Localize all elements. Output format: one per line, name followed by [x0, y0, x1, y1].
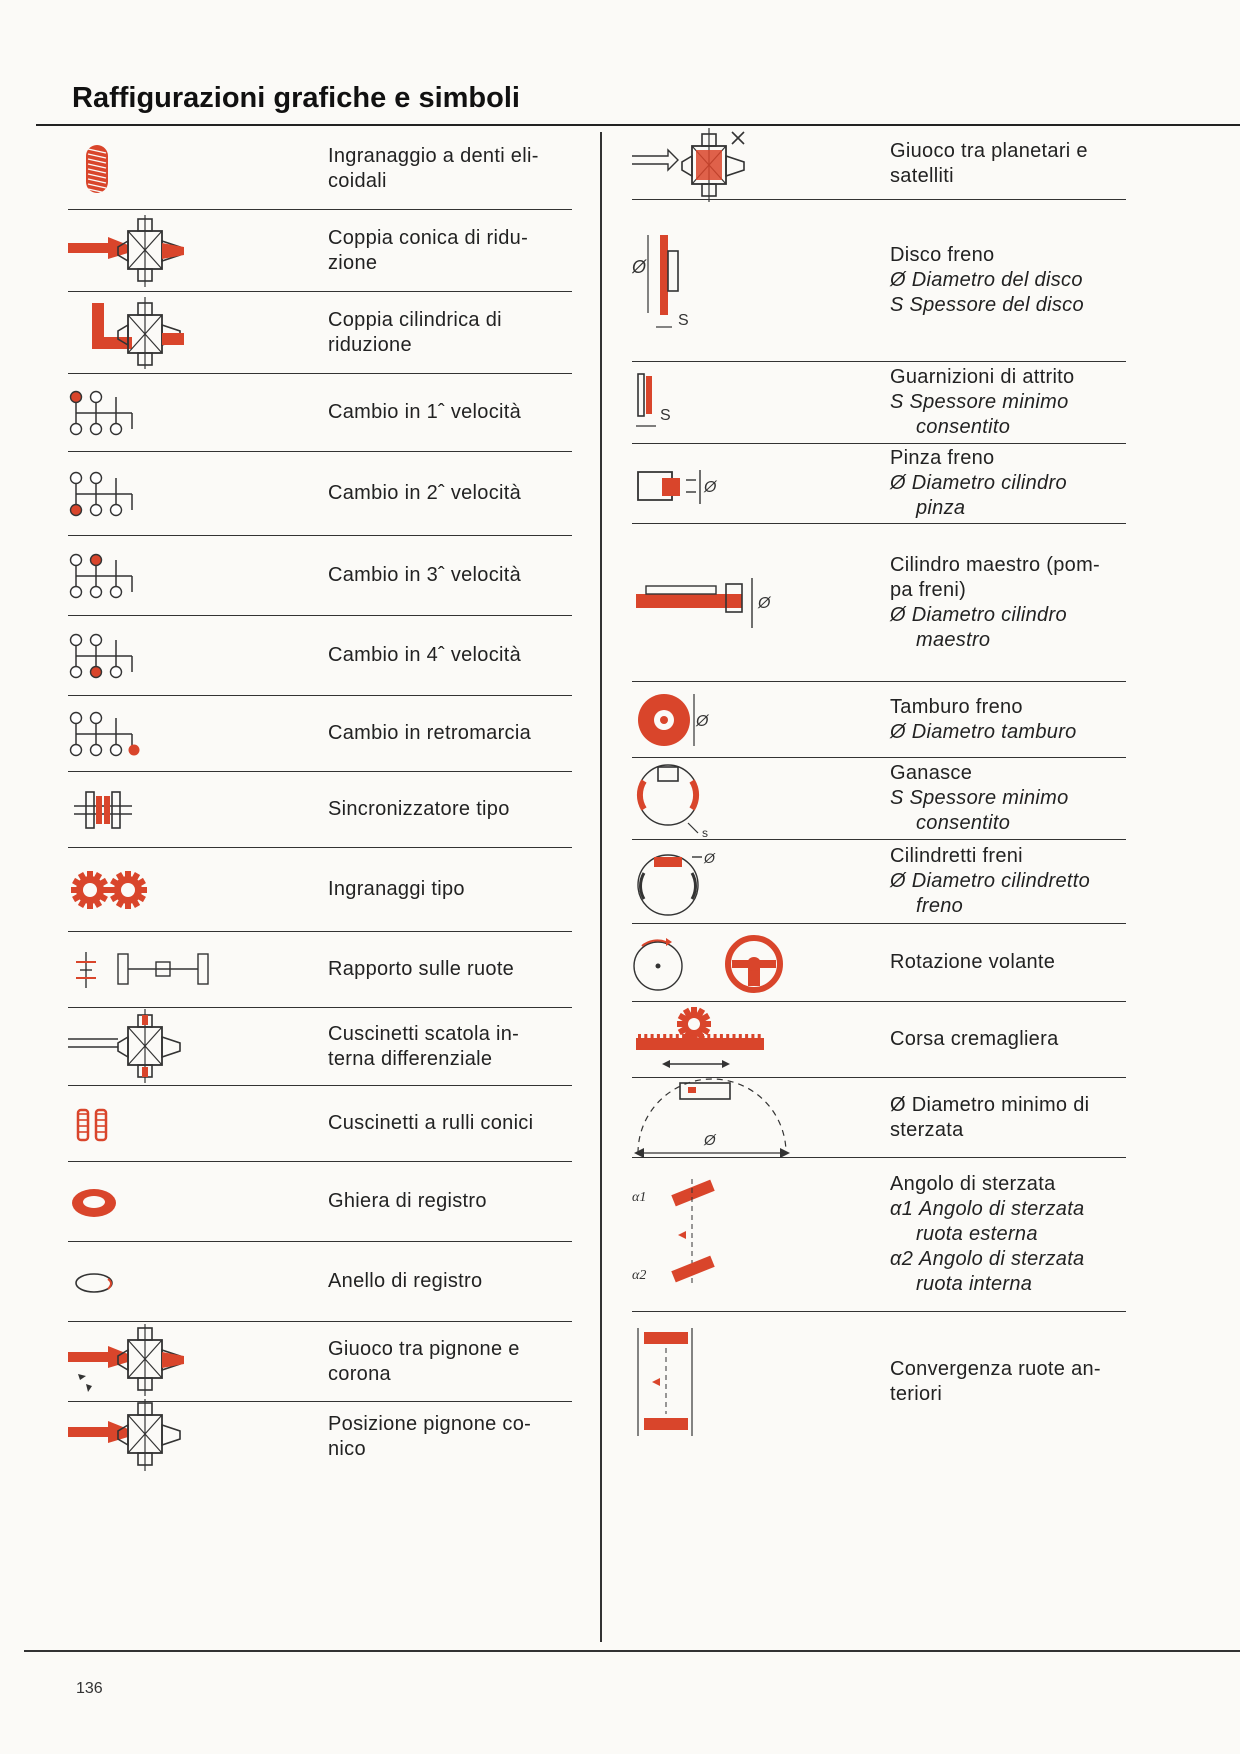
- legend-line: S Spessore minimo: [890, 391, 1069, 413]
- legend-line: consentito: [916, 812, 1011, 834]
- description-line: Cilindretti freni: [890, 845, 1023, 867]
- legend-line: consentito: [916, 416, 1011, 438]
- description-line: Cambio in 2ˆ velocità: [328, 482, 522, 504]
- svg-text:α1: α1: [632, 1189, 647, 1205]
- pinion-position-icon: [68, 1402, 328, 1472]
- row-description: [890, 695, 1126, 745]
- master-cylinder-icon: [632, 524, 890, 681]
- gear-1-icon: [68, 374, 328, 451]
- description-line: Ganasce: [890, 762, 973, 784]
- turning-circle-icon: [632, 1078, 890, 1157]
- row-description: [890, 1093, 1126, 1143]
- svg-text:Ø: Ø: [704, 1131, 716, 1149]
- description-line: Anello di registro: [328, 1270, 483, 1292]
- legend-line: Ø Diametro tamburo: [890, 720, 1077, 743]
- description-line: satelliti: [890, 164, 954, 187]
- description-line: Giuoco tra pignone e: [328, 1337, 520, 1360]
- left-table-row: [68, 616, 572, 696]
- legend-line: Ø Diametro cilindro: [890, 472, 1067, 494]
- wheel-ratio-icon: [68, 932, 328, 1007]
- legend-line: α2 Angolo di sterzata: [890, 1248, 1085, 1270]
- row-description: [890, 844, 1126, 919]
- right-table-row: [632, 444, 1126, 524]
- description-line: Sincronizzatore tipo: [328, 798, 510, 820]
- left-table-row: [68, 1402, 572, 1472]
- description-line: Ø Diametro minimo di: [890, 1093, 1090, 1116]
- legend-line: ruota esterna: [916, 1223, 1038, 1245]
- description-line: Giuoco tra planetari e: [890, 139, 1088, 162]
- description-line: Cilindro maestro (pom-: [890, 553, 1100, 576]
- legend-line: Ø Diametro cilindro: [890, 603, 1067, 626]
- description-line: Posizione pignone co-: [328, 1413, 532, 1435]
- description-line: Tamburo freno: [890, 695, 1023, 718]
- column-divider: [600, 132, 602, 1642]
- description-line: terna differenziale: [328, 1047, 493, 1070]
- wheel-cylinders-icon: [632, 840, 890, 923]
- description-line: Angolo di sterzata: [890, 1173, 1056, 1195]
- row-description: [328, 1022, 572, 1072]
- row-description: [328, 1269, 572, 1294]
- helical-gear-icon: [68, 128, 328, 209]
- description-line: Disco freno: [890, 244, 995, 266]
- legend-line: freno: [916, 895, 964, 917]
- brake-caliper-icon: [632, 444, 890, 523]
- legend-line: ruota interna: [916, 1273, 1033, 1295]
- toe-in-icon: [632, 1312, 890, 1452]
- adjusting-ring-nut-icon: [68, 1162, 328, 1241]
- friction-lining-icon: [632, 362, 890, 443]
- svg-text:Ø: Ø: [704, 478, 717, 496]
- description-line: Rotazione volante: [890, 951, 1056, 973]
- right-table-row: [632, 200, 1126, 362]
- tapered-roller-bearings-icon: [68, 1086, 328, 1161]
- page-title: Raffigurazioni grafiche e simboli: [72, 82, 520, 114]
- row-description: [890, 139, 1126, 189]
- description-line: Cambio in 1ˆ velocità: [328, 401, 522, 423]
- row-description: [890, 446, 1126, 521]
- svg-text:s: s: [702, 825, 708, 840]
- description-line: teriori: [890, 1383, 943, 1405]
- row-description: [890, 1027, 1126, 1052]
- description-line: Cuscinetti a rulli conici: [328, 1112, 534, 1134]
- row-description: [328, 797, 572, 822]
- left-table-row: [68, 848, 572, 932]
- row-description: [328, 481, 572, 506]
- left-table-row: [68, 452, 572, 536]
- rack-travel-icon: [632, 1002, 890, 1077]
- description-line: Coppia conica di ridu-: [328, 226, 529, 249]
- right-table-row: [632, 524, 1126, 682]
- svg-text:Ø: Ø: [696, 712, 709, 730]
- row-description: [890, 243, 1126, 318]
- row-description: [328, 144, 572, 194]
- brake-shoes-icon: [632, 758, 890, 839]
- description-line: Cambio in retromarcia: [328, 722, 532, 744]
- brake-disc-icon: [632, 200, 890, 361]
- description-line: Coppia cilindrica di: [328, 308, 502, 331]
- description-line: Corsa cremagliera: [890, 1028, 1059, 1050]
- svg-text:α2: α2: [632, 1267, 647, 1283]
- row-description: [328, 957, 572, 982]
- right-table-row: [632, 1078, 1126, 1158]
- left-table-row: [68, 932, 572, 1008]
- left-table-row: [68, 292, 572, 374]
- legend-line: α1 Angolo di sterzata: [890, 1198, 1085, 1220]
- legend-line: S Spessore del disco: [890, 294, 1084, 316]
- page-number: 136: [76, 1680, 103, 1697]
- svg-text:Ø: Ø: [632, 256, 647, 277]
- adjusting-ring-icon: [68, 1242, 328, 1321]
- row-description: [328, 563, 572, 588]
- right-table-row: [632, 758, 1126, 840]
- description-line: Cuscinetti scatola in-: [328, 1022, 520, 1045]
- description-line: Cambio in 4ˆ velocità: [328, 644, 522, 666]
- steering-angle-icon: [632, 1158, 890, 1311]
- svg-text:S: S: [660, 406, 671, 424]
- description-line: pa freni): [890, 578, 967, 601]
- right-table-row: [632, 1158, 1126, 1312]
- description-line: zione: [328, 251, 378, 274]
- right-table-row: [632, 682, 1126, 758]
- legend-line: Ø Diametro del disco: [890, 269, 1083, 291]
- description-line: Cambio in 3ˆ velocità: [328, 564, 522, 586]
- left-table-row: [68, 1008, 572, 1086]
- description-line: Ingranaggi tipo: [328, 878, 465, 900]
- row-description: [328, 643, 572, 668]
- right-column: [632, 128, 1126, 1452]
- svg-text:S: S: [678, 311, 689, 329]
- gears-icon: [68, 848, 328, 931]
- left-table-row: [68, 128, 572, 210]
- row-description: [328, 1111, 572, 1136]
- description-line: Guarnizioni di attrito: [890, 366, 1075, 388]
- synchronizer-icon: [68, 772, 328, 847]
- row-description: [890, 1172, 1126, 1297]
- row-description: [890, 1357, 1126, 1407]
- reverse-gear-icon: [68, 696, 328, 771]
- gear-4-icon: [68, 616, 328, 695]
- brake-drum-icon: [632, 682, 890, 757]
- row-description: [328, 1337, 572, 1387]
- bevel-reduction-pair-icon: [68, 210, 328, 291]
- left-table-row: [68, 1242, 572, 1322]
- legend-line: pinza: [916, 497, 966, 519]
- planetary-play-icon: [632, 128, 890, 199]
- description-line: Ghiera di registro: [328, 1190, 487, 1212]
- gear-2-icon: [68, 452, 328, 535]
- legend-line: maestro: [916, 628, 991, 651]
- left-table-row: [68, 696, 572, 772]
- row-description: [890, 365, 1126, 440]
- row-description: [890, 950, 1126, 975]
- row-description: [328, 1189, 572, 1214]
- right-table-row: [632, 924, 1126, 1002]
- svg-text:Ø: Ø: [758, 594, 771, 612]
- right-table-row: [632, 1002, 1126, 1078]
- description-line: coidali: [328, 169, 387, 192]
- description-line: riduzione: [328, 333, 412, 356]
- left-table-row: [68, 1162, 572, 1242]
- cylindrical-reduction-pair-icon: [68, 292, 328, 373]
- left-table-row: [68, 374, 572, 452]
- bottom-rule: [24, 1650, 1240, 1652]
- steering-wheel-icon: [632, 924, 890, 1001]
- row-description: [328, 226, 572, 276]
- description-line: nico: [328, 1438, 366, 1460]
- gear-3-icon: [68, 536, 328, 615]
- left-column: [68, 128, 572, 1472]
- description-line: sterzata: [890, 1118, 964, 1141]
- legend-line: Ø Diametro cilindretto: [890, 870, 1090, 892]
- row-description: [328, 308, 572, 358]
- right-table-row: [632, 362, 1126, 444]
- description-line: corona: [328, 1362, 391, 1385]
- pinion-crown-play-icon: [68, 1322, 328, 1401]
- description-line: Convergenza ruote an-: [890, 1358, 1101, 1380]
- description-line: Ingranaggio a denti eli-: [328, 144, 539, 167]
- description-line: Pinza freno: [890, 447, 995, 469]
- row-description: [328, 400, 572, 425]
- differential-bearings-icon: [68, 1008, 328, 1085]
- left-table-row: [68, 1086, 572, 1162]
- right-table-row: [632, 840, 1126, 924]
- left-table-row: [68, 536, 572, 616]
- left-table-row: [68, 772, 572, 848]
- left-table-row: [68, 210, 572, 292]
- right-table-row: [632, 1312, 1126, 1452]
- right-table-row: [632, 128, 1126, 200]
- description-line: Rapporto sulle ruote: [328, 958, 515, 980]
- legend-line: S Spessore minimo: [890, 787, 1069, 809]
- row-description: [890, 761, 1126, 836]
- row-description: [328, 721, 572, 746]
- left-table-row: [68, 1322, 572, 1402]
- row-description: [328, 877, 572, 902]
- row-description: [328, 1412, 572, 1462]
- svg-text:Ø: Ø: [704, 849, 715, 866]
- row-description: [890, 553, 1126, 653]
